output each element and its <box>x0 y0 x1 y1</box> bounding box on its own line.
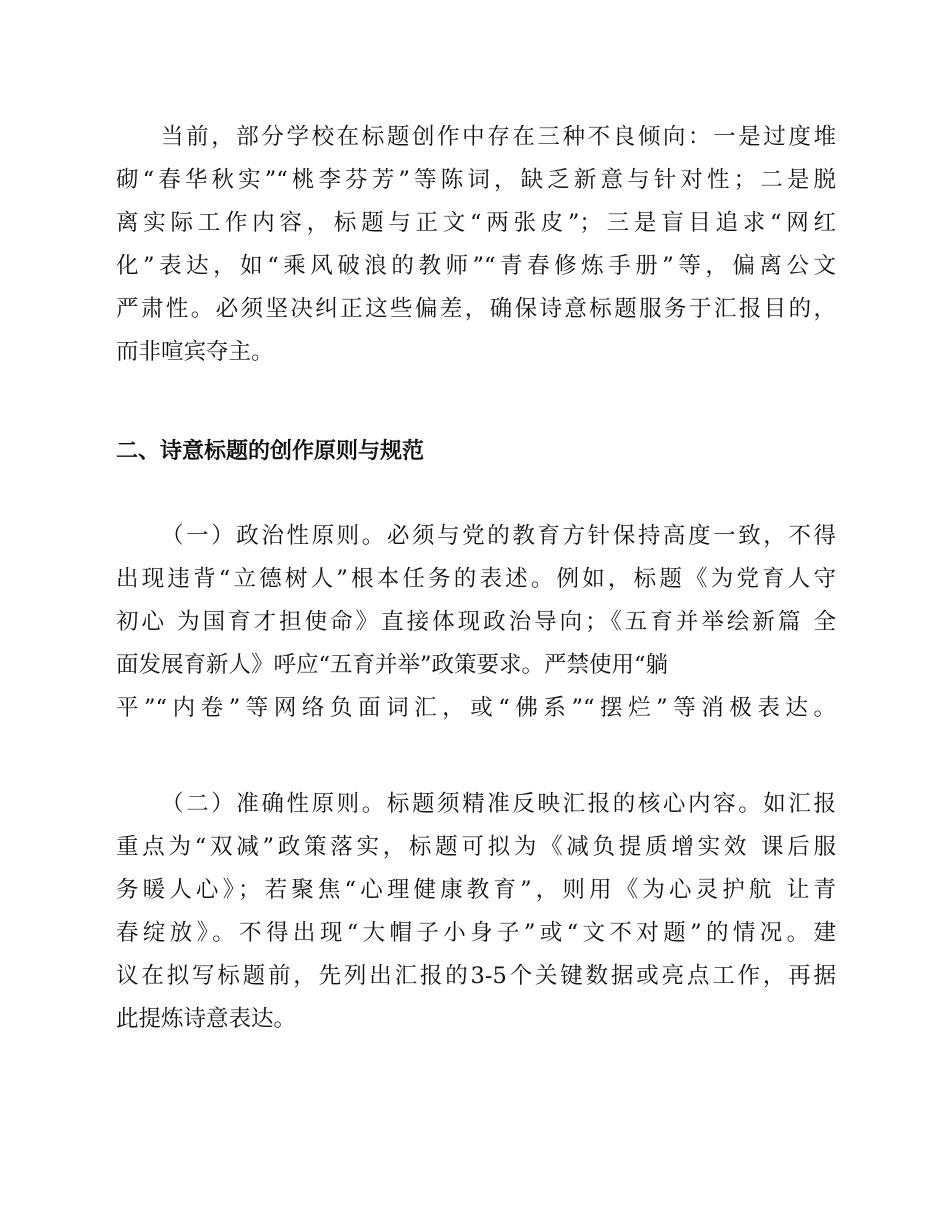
paragraph-line: 平”“内卷”等网络负面词汇，或“佛系”“摆烂”等消极表达。 <box>116 695 836 721</box>
paragraph-line: 此提炼诗意表达。 <box>116 1006 297 1032</box>
paragraph-line: 化”表达，如“乘风破浪的教师”“青春修炼手册”等，偏离公文 <box>116 253 836 279</box>
paragraph-accuracy-principle <box>116 783 836 1041</box>
paragraph-line: （二）准确性原则。标题须精准反映汇报的核心内容。如汇报 <box>161 791 836 817</box>
paragraph-line: 当前，部分学校在标题创作中存在三种不良倾向：一是过度堆 <box>161 124 836 150</box>
paragraph-line: 初心 为国育才担使命》直接体现政治导向；《五育并举绘新篇 全 <box>116 609 836 635</box>
paragraph-line: （一）政治性原则。必须与党的教育方针保持高度一致，不得 <box>161 523 836 549</box>
paragraph-line: 而非喧宾夺主。 <box>116 339 274 365</box>
paragraph-line: 严肃性。必须坚决纠正这些偏差，确保诗意标题服务于汇报目的， <box>116 296 836 322</box>
paragraph-line: 砌“春华秋实”“桃李芬芳”等陈词，缺乏新意与针对性；二是脱 <box>116 167 836 193</box>
paragraph-line: 务暖人心》；若聚焦“心理健康教育”，则用《为心灵护航 让青 <box>116 877 836 903</box>
paragraph-line: 议在拟写标题前，先列出汇报的3-5个关键数据或亮点工作，再据 <box>116 963 836 989</box>
paragraph-political-principle <box>116 515 836 730</box>
paragraph-line: 面发展育新人》呼应“五育并举”政策要求。严禁使用“躺 <box>116 652 669 678</box>
paragraph-line: 重点为“双减”政策落实，标题可拟为《减负提质增实效 课后服 <box>116 834 836 860</box>
paragraph-line: 春绽放》。不得出现“大帽子小身子”或“文不对题”的情况。建 <box>116 920 836 946</box>
section-heading: 二、诗意标题的创作原则与规范 <box>116 439 425 464</box>
paragraph-line: 离实际工作内容，标题与正文“两张皮”；三是盲目追求“网红 <box>116 210 836 236</box>
paragraph-undesirable-tendencies <box>116 116 836 374</box>
paragraph-line: 出现违背“立德树人”根本任务的表述。例如，标题《为党育人守 <box>116 566 836 592</box>
